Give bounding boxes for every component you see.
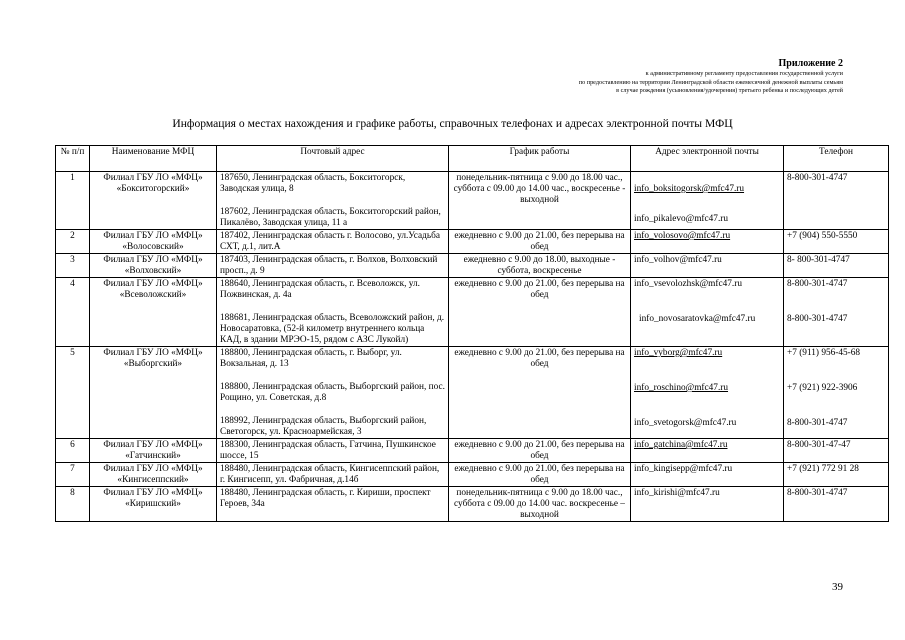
email-text: info_vsevolozhsk@mfc47.ru [634,279,742,289]
phone-cell [784,439,889,463]
annex-header [579,58,843,96]
phone-cell [784,487,889,522]
phone-number: 8- 800-301-4747 [787,255,850,265]
email-cell [631,347,784,439]
phone-number: 8-800-301-4747 [787,314,848,324]
work-schedule: ежедневно с 9.00 до 21.00, без перерыва на обед [449,439,631,463]
work-schedule: ежедневно с 9.00 до 18.00, выходные - суббота, воскресенье [449,254,631,278]
postal-address [217,487,449,522]
table-row [56,439,889,463]
row-num: 5 [56,347,90,439]
phone-cell [784,463,889,487]
table-header-row [56,146,889,172]
row-num: 4 [56,278,90,347]
email-link[interactable]: info_vyborg@mfc47.ru [634,348,723,358]
postal-address [217,278,449,347]
phone-cell [784,278,889,347]
email-link[interactable]: info_volosovo@mfc47.ru [634,231,731,241]
address-line: 187403, Ленинградская область, г. Волхов, Волховский просп., д. 9 [220,255,438,276]
row-num: 8 [56,487,90,522]
work-schedule: ежедневно с 9.00 до 21.00, без перерыва на обед [449,230,631,254]
address-line: 187602, Ленинградская область, Бокситогорский район, Пикалёво, Заводская улица, 11 а [220,207,441,228]
phone-cell [784,172,889,230]
phone-number: +7 (904) 550-5550 [787,231,858,241]
row-num: 1 [56,172,90,230]
work-schedule: понедельник-пятница с 9.00 до 18.00 час., суббота с 09.00 до 14.00 час., воскресенье - выходной [449,172,631,230]
mfc-name: Филиал ГБУ ЛО «МФЦ» «Волосовский» [90,230,217,254]
mfc-name: Филиал ГБУ ЛО «МФЦ» «Выборгский» [90,347,217,439]
work-schedule: ежедневно с 9.00 до 21.00, без перерыва на обед [449,347,631,439]
annex-line: к административному регламенту предоставления государственной услуги [645,70,843,77]
phone-number: +7 (911) 956-45-68 [787,348,861,358]
mfc-name: Филиал ГБУ ЛО «МФЦ» «Киришский» [90,487,217,522]
address-line: 188681, Ленинградская область, Всеволожский район, д. Новосаратовка, (52-й километр внутреннего кольца КАД, в здании МРЭО-15, рядом с АЗС Лукойл) [220,313,445,345]
postal-address [217,439,449,463]
header-phone: Телефон [784,146,889,172]
header-name: Наименование МФЦ [90,146,217,172]
email-text: info_svetogorsk@mfc47.ru [634,418,737,428]
mfc-name: Филиал ГБУ ЛО «МФЦ» «Всеволожский» [90,278,217,347]
email-cell [631,230,784,254]
mfc-name: Филиал ГБУ ЛО «МФЦ» «Бокситогорский» [90,172,217,230]
mfc-name: Филиал ГБУ ЛО «МФЦ» «Гатчинский» [90,439,217,463]
table-row [56,487,889,522]
annex-line: в случае рождения (усыновления/удочерения) третьего ребенка и последующих детей [616,87,843,95]
annex-line: по предоставлению на территории Ленинградской области ежемесячной денежной выплаты семьям [578,78,843,86]
address-line: 188800, Ленинградская область, Выборгский район, пос. Рощино, ул. Советская, д.8 [220,382,445,403]
document-title: Информация о местах нахождения и графике работы, справочных телефонах и адресах электронной почты МФЦ [172,117,733,130]
header-num: № п/п [56,146,90,172]
email-cell [631,463,784,487]
phone-cell [784,347,889,439]
email-link[interactable]: info_gatchina@mfc47.ru [634,440,728,450]
email-text: info_pikalevo@mfc47.ru [634,214,729,224]
mfc-name: Филиал ГБУ ЛО «МФЦ» «Кингисеппский» [90,463,217,487]
email-cell [631,254,784,278]
phone-number: 8-800-301-47-47 [787,440,851,450]
table-row [56,230,889,254]
row-num: 7 [56,463,90,487]
postal-address [217,172,449,230]
row-num: 6 [56,439,90,463]
table-row [56,347,889,439]
table-row [56,172,889,230]
address-line: 187402, Ленинградская область г. Волосово, ул.Усадьба СХТ, д.1, лит.А [220,231,440,252]
work-schedule: ежедневно с 9.00 до 21.00, без перерыва на обед [449,463,631,487]
address-line: 188992, Ленинградская область, Выборгский район, Светогорск, ул. Красноармейская, 3 [220,416,427,437]
header-email: Адрес электронной почты [631,146,784,172]
page-number: 39 [832,581,843,593]
phone-cell [784,230,889,254]
postal-address [217,463,449,487]
work-schedule: ежедневно с 9.00 до 21.00, без перерыва на обед [449,278,631,347]
email-cell [631,172,784,230]
postal-address [217,347,449,439]
email-text: info_novosaratovka@mfc47.ru [639,314,756,324]
email-link[interactable]: info_roschino@mfc47.ru [634,383,729,393]
address-line: 188480, Ленинградская область, Кингисеппский район, г. Кингисепп, ул. Фабричная, д.14б [220,464,440,485]
address-line: 187650, Ленинградская область, Бокситогорск, Заводская улица, 8 [220,173,406,194]
email-cell [631,439,784,463]
email-cell [631,487,784,522]
table-row [56,463,889,487]
postal-address [217,254,449,278]
phone-cell [784,254,889,278]
mfc-table [55,145,889,522]
header-address: Почтовый адрес [217,146,449,172]
address-line: 188480, Ленинградская область, г. Кириши, проспект Героев, 34а [220,488,431,509]
phone-number: 8-800-301-4747 [787,488,848,498]
work-schedule: понедельник-пятница с 9.00 до 18.00 час., суббота с 09.00 до 14.00 час. воскресенье – выходной [449,487,631,522]
address-line: 188800, Ленинградская область, г. Выборг, ул. Вокзальная, д. 13 [220,348,402,369]
address-line: 188300, Ленинградская область, Гатчина, Пушкинское шоссе, 15 [220,440,436,461]
phone-number: +7 (921) 772 91 28 [787,464,859,474]
phone-number: +7 (921) 922-3906 [787,383,858,393]
email-text: info_kingisepp@mfc47.ru [634,464,733,474]
phone-number: 8-800-301-4747 [787,418,848,428]
postal-address [217,230,449,254]
row-num: 2 [56,230,90,254]
email-text: info_volhov@mfc47.ru [634,255,722,265]
header-schedule: График работы [449,146,631,172]
email-text: info_kirishi@mfc47.ru [634,488,720,498]
email-cell [631,278,784,347]
row-num: 3 [56,254,90,278]
mfc-name: Филиал ГБУ ЛО «МФЦ» «Волховский» [90,254,217,278]
table-row [56,254,889,278]
phone-number: 8-800-301-4747 [787,279,848,289]
annex-title: Приложение 2 [778,58,843,69]
table-row [56,278,889,347]
email-link[interactable]: info_boksitogorsk@mfc47.ru [634,184,745,194]
phone-number: 8-800-301-4747 [787,173,848,183]
address-line: 188640, Ленинградская область, г. Всеволожск, ул. Пожвинская, д. 4а [220,279,421,300]
